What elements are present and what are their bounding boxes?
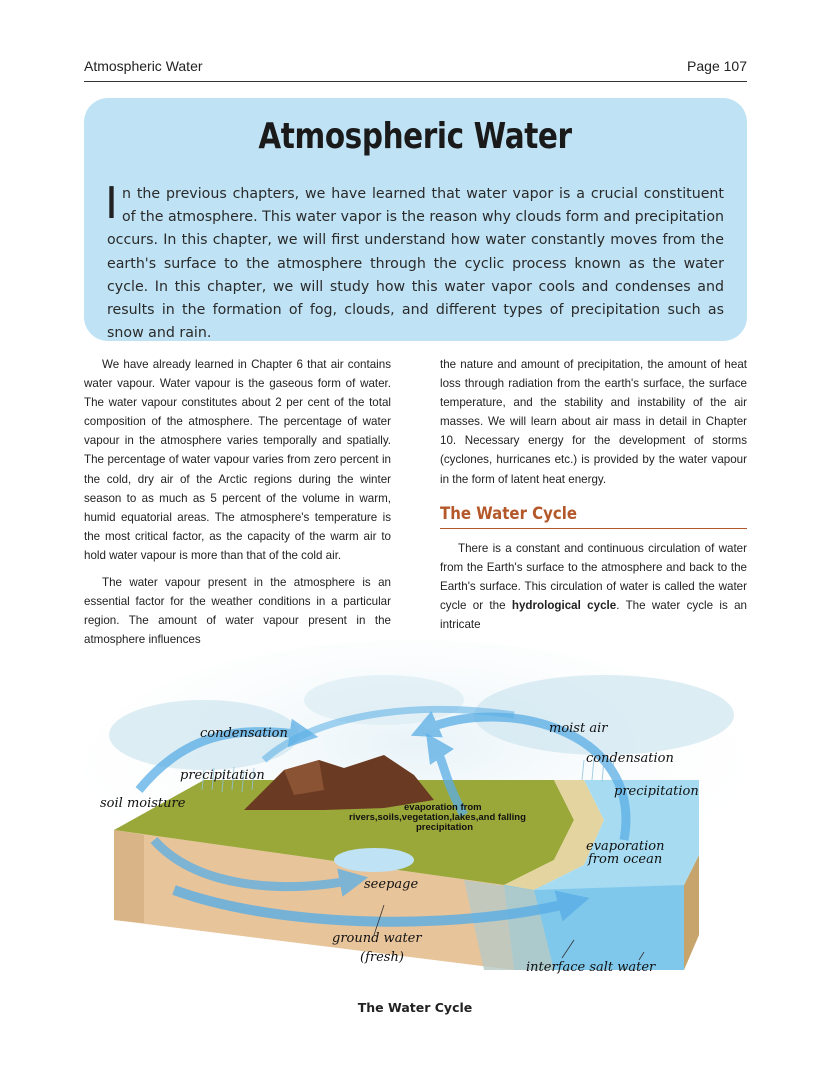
label-interface-salt-water: interface salt water	[526, 960, 656, 975]
drop-cap: I	[105, 178, 118, 229]
label-soil-moisture: soil moisture	[100, 796, 186, 811]
running-head-title: Atmospheric Water	[84, 58, 203, 74]
left-column	[84, 355, 391, 657]
label-precipitation-left: precipitation	[180, 768, 265, 783]
lake	[334, 848, 414, 872]
figure-caption: The Water Cycle	[357, 1000, 473, 1015]
label-evaporation-line2: rivers,soils,vegetation,lakes,and falling	[349, 812, 526, 823]
running-head	[84, 57, 747, 82]
paragraph	[440, 539, 747, 634]
label-evaporation-line1: evaporation from	[404, 802, 482, 813]
label-ground-water-1: ground water	[332, 931, 422, 946]
right-column	[440, 355, 747, 642]
label-ground-water-2: (fresh)	[360, 950, 404, 965]
label-evaporation-ocean-1: evaporation	[586, 839, 665, 854]
label-condensation-left: condensation	[200, 726, 288, 741]
paragraph-text: . The water cycle is an intricate	[440, 599, 747, 632]
label-seepage: seepage	[364, 877, 419, 892]
cloud	[304, 675, 464, 725]
section-rule	[440, 528, 747, 529]
page-number: Page 107	[687, 58, 747, 74]
chapter-title: Atmospheric Water	[258, 116, 572, 157]
intro-paragraph	[105, 178, 724, 345]
paragraph-text: There is a constant and continuous circulation of water from the Earth's surface to the atmosphere and back to the Earth's surface. This circulation of water is called the water cycle or the	[440, 541, 747, 613]
water-cycle-diagram	[84, 640, 747, 990]
intro-text: n the previous chapters, we have learned that water vapor is a crucial constituent of the atmosphere. This water vapor is the reason why clouds form and precipitation occurs. In this chapter, we will first understand how water constantly moves from the earth's surface to the atmosphere through the cyclic process known as the water cycle. In this chapter, we will study how this water vapor cools and condenses and results in the formation of fog, clouds, and different types of precipitation such as snow and rain.	[107, 186, 724, 342]
label-evaporation-ocean-2: from ocean	[588, 852, 663, 867]
soil-front-shade	[114, 830, 144, 923]
paragraph: We have already learned in Chapter 6 that air contains water vapour. Water vapour is the gaseous form of water. The water vapour constitutes about 2 per cent of the total composition of the atmosphere. The percentage of water vapour in the atmosphere varies temporally and spatially. The percentage of water vapour varies from zero percent in the cold, dry air of the Arctic regions during the winter season to as much as 5 percent of the volume in warm, humid equatorial areas. The atmosphere's temperature is the most critical factor, as the capacity of the warm air to hold water vapour is more than that of the cold air.	[84, 358, 391, 562]
label-condensation-right: condensation	[586, 751, 674, 766]
label-precipitation-right: precipitation	[614, 784, 699, 799]
label-evaporation-line3: precipitation	[416, 822, 474, 833]
bold-term: hydrological cycle	[511, 599, 617, 613]
label-moist-air: moist air	[549, 721, 608, 736]
paragraph: the nature and amount of precipitation, the amount of heat loss through radiation from the earth's surface, the surface temperature, and the stability and instability of the air masses. We will learn about air mass in detail in Chapter 10. Necessary energy for the development of storms (cyclones, hurricanes etc.) is provided by the water vapour in the form of latent heat energy.	[440, 358, 747, 486]
paragraph: The water vapour present in the atmosphere is an essential factor for the weather conditions in a particular region. The amount of water vapour present in the atmosphere influences	[84, 576, 391, 647]
section-heading: The Water Cycle	[440, 503, 578, 524]
